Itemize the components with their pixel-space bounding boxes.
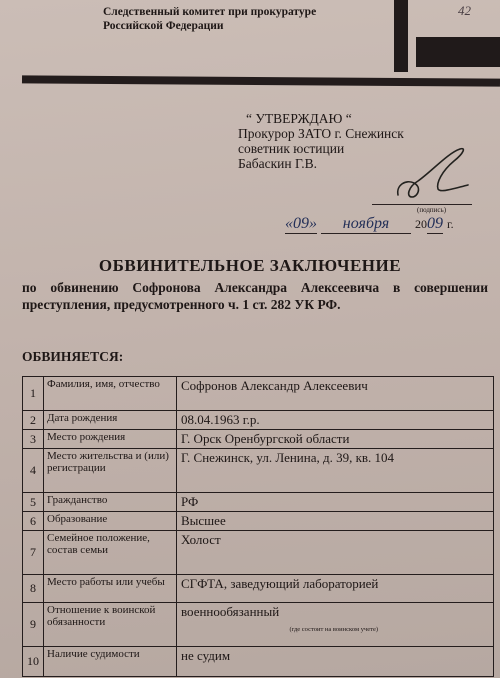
table-row xyxy=(23,493,494,512)
field-value: Г. Орск Оренбургской области xyxy=(177,430,494,449)
field-value: не судим xyxy=(177,647,494,677)
accused-details-table xyxy=(22,376,494,677)
table-row xyxy=(23,647,494,677)
organization-header xyxy=(103,5,316,33)
row-number: 3 xyxy=(23,430,44,449)
field-label: Наличие судимости xyxy=(44,647,177,677)
field-label: Место рождения xyxy=(44,430,177,449)
table-row xyxy=(23,377,494,411)
date-suffix: г. xyxy=(447,217,454,231)
field-label: Место жительства и (или) регистрации xyxy=(44,449,177,493)
charge-description: по обвинению Софронова Александра Алексеевича в совершении преступления, предусмотренного ч. 1 ст. 282 УК РФ. xyxy=(22,280,488,312)
date-month: ноября xyxy=(321,215,411,234)
approval-block xyxy=(238,111,404,171)
row-number: 7 xyxy=(23,531,44,575)
organization-line: Российской Федерации xyxy=(103,20,224,32)
row-number: 5 xyxy=(23,493,44,512)
field-value-cell xyxy=(177,603,494,647)
field-label: Дата рождения xyxy=(44,411,177,430)
approval-line: советник юстиции xyxy=(238,141,345,156)
field-value: Холост xyxy=(177,531,494,575)
redaction-block xyxy=(416,37,500,67)
date-century: 20 xyxy=(415,217,427,231)
signature-caption: (подпись) xyxy=(417,206,447,214)
row-number: 10 xyxy=(23,647,44,677)
approval-line: Бабаскин Г.В. xyxy=(238,156,318,171)
row-number: 4 xyxy=(23,449,44,493)
field-label: Место работы или учебы xyxy=(44,575,177,603)
field-value: Г. Снежинск, ул. Ленина, д. 39, кв. 104 xyxy=(177,449,494,493)
field-label: Образование xyxy=(44,512,177,531)
field-label: Семейное положение, состав семьи xyxy=(44,531,177,575)
field-value: 08.04.1963 г.р. xyxy=(177,411,494,430)
table-row xyxy=(23,411,494,430)
organization-line: Следственный комитет при прокуратуре xyxy=(103,6,317,18)
redaction-block xyxy=(394,0,408,72)
field-label: Фамилия, имя, отчество xyxy=(44,377,177,411)
row-number: 9 xyxy=(23,603,44,647)
table-row xyxy=(23,575,494,603)
field-value: СГФТА, заведующий лабораторией xyxy=(177,575,494,603)
header-divider xyxy=(22,75,500,86)
field-label: Гражданство xyxy=(44,493,177,512)
date-day: «09» xyxy=(285,215,317,232)
page-number: 42 xyxy=(458,3,471,18)
row-number: 8 xyxy=(23,575,44,603)
date-year: 09 xyxy=(427,215,443,232)
row-number: 2 xyxy=(23,411,44,430)
approval-title: “ УТВЕРЖДАЮ “ xyxy=(246,111,352,126)
field-value: Высшее xyxy=(177,512,494,531)
table-row xyxy=(23,531,494,575)
document-title: ОБВИНИТЕЛЬНОЕ ЗАКЛЮЧЕНИЕ xyxy=(98,256,402,275)
field-label: Отношение к воинской обязанности xyxy=(44,603,177,647)
approval-date xyxy=(285,215,454,234)
field-note: (где состоит на воинском учете) xyxy=(289,626,378,633)
approval-line: Прокурор ЗАТО г. Снежинск xyxy=(238,126,404,141)
row-number: 1 xyxy=(23,377,44,411)
table-row xyxy=(23,603,494,647)
field-value: Софронов Александр Алексеевич xyxy=(177,377,494,411)
signature-line xyxy=(372,204,472,205)
table-row xyxy=(23,449,494,493)
table-row xyxy=(23,512,494,531)
field-value: РФ xyxy=(177,493,494,512)
field-value: военнообязанный xyxy=(181,604,280,619)
accused-heading: ОБВИНЯЕТСЯ: xyxy=(22,349,124,364)
handwritten-signature xyxy=(392,147,472,205)
table-row xyxy=(23,430,494,449)
row-number: 6 xyxy=(23,512,44,531)
